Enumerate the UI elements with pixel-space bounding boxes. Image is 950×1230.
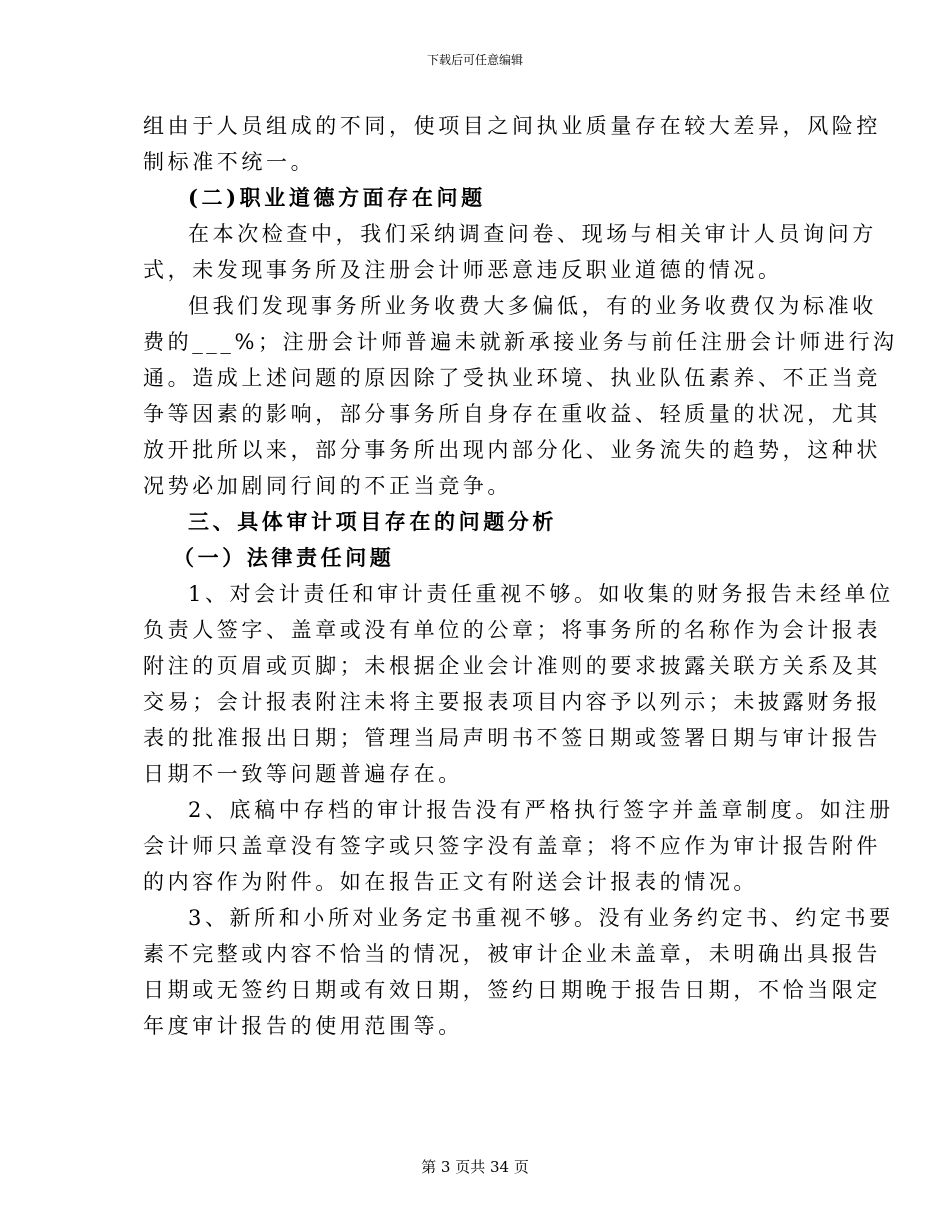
body-line: 制标准不统一。: [143, 150, 316, 174]
body-line: 通。造成上述问题的原因除了受执业环境、执业队伍素养、不正当竞: [143, 366, 881, 390]
document-body: [143, 108, 898, 1044]
body-line: 负责人签字、盖章或没有单位的公章；将事务所的名称作为会计报表: [143, 618, 881, 642]
section-heading: (二)职业道德方面存在问题: [188, 185, 486, 210]
body-line: 附注的页眉或页脚；未根据企业会计准则的要求披露关联方关系及其: [143, 654, 881, 678]
section-heading: 三、具体审计项目存在的问题分析: [188, 509, 557, 534]
body-line: 放开批所以来，部分事务所出现内部分化、业务流失的趋势，这种状: [143, 438, 881, 462]
body-line: 费的___%；注册会计师普遍未就新承接业务与前任注册会计师进行沟: [143, 330, 898, 354]
body-line: 的内容作为附件。如在报告正文有附送会计报表的情况。: [143, 870, 758, 894]
body-line: 年度审计报告的使用范围等。: [143, 1014, 463, 1038]
body-line: 争等因素的影响，部分事务所自身存在重收益、轻质量的状况，尤其: [143, 402, 881, 426]
paragraph-first-line: 1、对会计责任和审计责任重视不够。如收集的财务报告未经单位: [188, 582, 894, 606]
body-line: 会计师只盖章没有签字或只签字没有盖章；将不应作为审计报告附件: [143, 834, 881, 858]
body-line: 日期不一致等问题普遍存在。: [143, 762, 463, 786]
body-line: 素不完整或内容不恰当的情况，被审计企业未盖章，未明确出具报告: [143, 942, 881, 966]
page-header: 下载后可任意编辑: [426, 53, 523, 67]
body-line: 交易；会计报表附注未将主要报表项目内容予以列示；未披露财务报: [143, 690, 881, 714]
paragraph-first-line: 3、新所和小所对业务定书重视不够。没有业务约定书、约定书要: [188, 906, 894, 930]
paragraph-first-line: 在本次检查中，我们采纳调查问卷、现场与相关审计人员询问方: [188, 222, 877, 246]
body-line: 组由于人员组成的不同，使项目之间执业质量存在较大差异，风险控: [143, 114, 881, 138]
page-footer: 第 3 页共 34 页: [421, 1158, 529, 1176]
subsection-heading: （一）法律责任问题: [173, 545, 395, 570]
body-line: 表的批准报出日期；管理当局声明书不签日期或签署日期与审计报告: [143, 726, 881, 750]
paragraph-first-line: 2、底稿中存档的审计报告没有严格执行签字并盖章制度。如注册: [188, 798, 894, 822]
body-line: 况势必加剧同行间的不正当竞争。: [143, 474, 512, 498]
paragraph-first-line: 但我们发现事务所业务收费大多偏低，有的业务收费仅为标准收: [188, 294, 877, 318]
body-line: 日期或无签约日期或有效日期，签约日期晚于报告日期，不恰当限定: [143, 978, 881, 1002]
body-line: 式，未发现事务所及注册会计师恶意违反职业道德的情况。: [143, 258, 783, 282]
